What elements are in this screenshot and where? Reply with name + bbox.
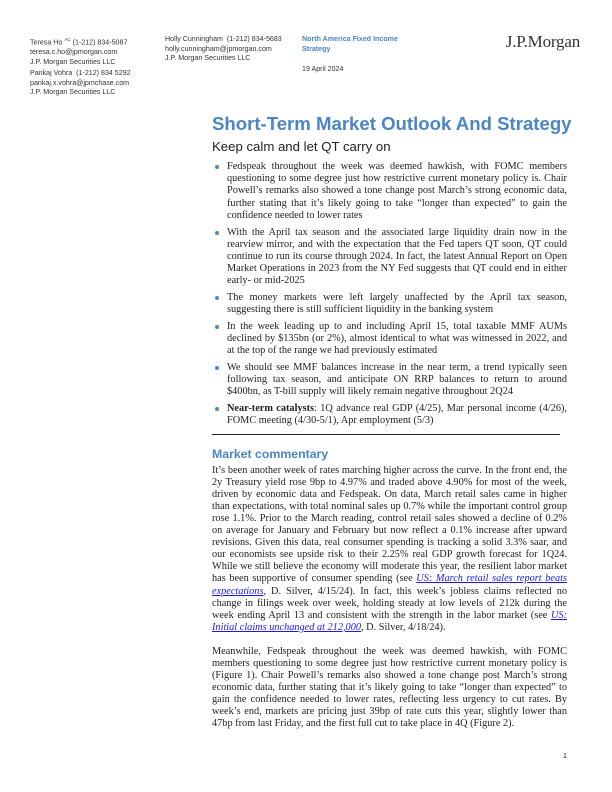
author-name: Holly Cunningham	[165, 35, 223, 43]
bullet-item	[212, 403, 567, 427]
bullet-dot-icon	[215, 366, 219, 370]
main-content	[212, 100, 572, 731]
bullet-text: Fedspeak throughout the week was deemed hawkish, with FOMC members questioning to some degree just how restrictive current monetary policy is. Chair Powell’s remarks also showed a tone change post March’s strong economic data, further stating that it’s likely going to take “longer than expected” to gain the confidence needed to lower rates	[227, 161, 567, 221]
bullet-text: The money markets were left largely unaffected by the April tax season, suggesting there is still sufficient liquidity in the banking system	[227, 292, 567, 316]
author-sup: AC	[64, 37, 71, 42]
author-block-left	[30, 35, 131, 98]
summary-bullets	[212, 161, 567, 428]
bullet-item	[212, 362, 567, 399]
page-title: Short-Term Market Outlook And Strategy	[212, 113, 572, 134]
author-firm: J.P. Morgan Securities LLC	[165, 54, 251, 63]
author-name: Teresa Ho	[30, 38, 63, 47]
bullet-item	[212, 161, 567, 222]
author-email[interactable]: teresa.c.ho@jpmorgan.com	[30, 47, 118, 56]
page-number: 1	[562, 750, 567, 760]
department-name-line2: Strategy	[302, 44, 331, 53]
bullet-item	[212, 321, 567, 358]
section-divider	[212, 434, 560, 435]
bullet-dot-icon	[215, 407, 219, 411]
author-phone: (1-212) 834-5683	[226, 35, 282, 43]
bullet-dot-icon	[215, 325, 219, 329]
bullet-dot-icon	[215, 165, 219, 169]
department-name: North America Fixed Income	[302, 35, 398, 43]
bullet-text: In the week leading up to and including April 15, total taxable MMF AUMs declined by $135bn (or 2%), almost identical to what was witnessed in 2022, and at the top of the range we had previously estimated	[227, 320, 567, 357]
report-date: 19 April 2024	[302, 65, 344, 74]
retail-sales-report-link[interactable]: US: March retail sales report beats expectations	[212, 573, 567, 597]
page-header	[0, 0, 612, 100]
bullet-dot-icon	[215, 296, 219, 300]
paragraph-text: , D. Silver, 4/15/24). In fact, this week’s jobless claims reflected no change in filings week over week, holding steady at low levels of 212k during the week ending April 13 and consistent with the strength in the labor market (see	[212, 585, 567, 621]
author-block-middle	[165, 35, 282, 64]
paragraph-text: It’s been another week of rates marching higher across the curve. In the front end, the 2y Treasury yield rose 9bp to 4.97% and traded above 4.90% for most of the week, driven by economic data and Fedspeak. On data, March retail sales came in higher than expectations, with total nominal sales up 0.7% while the important control group rose 1.1%. Prior to the March reading, control retail sales showed a decline of 0.2% on average for January and February but now reflect a 0.1% increase after upward revisions. Given this data, real consumer spending is tracking a solid 3.3% saar, and our economists see upside risk to their 2.25% real GDP growth forecast for 1Q24. While we still believe the economy will moderate this year, the resilient labor market has been supportive of consumer spending (see	[212, 464, 567, 585]
commentary-paragraph: Meanwhile, Fedspeak throughout the week was deemed hawkish, with FOMC members questioning to some degree just how restrictive current monetary policy is (Figure 1). Chair Powell’s remarks also showed a tone change post March’s strong economic data, further stating that it’s likely going to take “longer than expected” to gain the confidence needed to lower rates, reflecting less urgency to cut rates. By week’s end, markets are pricing just 39bp of rate cuts this year, slightly lower than 47bp from last Friday, and the first full cut to take place in 4Q (Figure 2).	[212, 645, 567, 730]
bullet-text: We should see MMF balances increase in the near term, a trend typically seen following tax season, and anticipate ON RRP balances to return to around $400bn, as T-bill supply will likely remain negative throughout 2Q24	[227, 362, 567, 398]
jpmorgan-logo: J.P.Morgan	[505, 32, 580, 51]
author-name: Pankaj Vohra	[30, 69, 73, 78]
author-phone: (1-212) 834 5292	[76, 69, 131, 78]
bullet-item	[212, 292, 567, 316]
initial-claims-report-link[interactable]: US: Initial claims unchanged at 212,000	[212, 609, 567, 633]
commentary-body	[212, 465, 567, 731]
author-email[interactable]: holly.cunningham@jpmorgan.com	[165, 44, 272, 53]
author-email[interactable]: pankaj.x.vohra@jpmchase.com	[30, 78, 130, 87]
author-firm: J.P. Morgan Securities LLC	[30, 88, 116, 97]
department-block	[302, 35, 398, 75]
page-subtitle: Keep calm and let QT carry on	[212, 139, 391, 154]
author-phone: (1-212) 834-5087	[72, 38, 128, 47]
section-heading: Market commentary	[212, 446, 329, 461]
bullet-bold-label: Near-term catalysts	[227, 403, 315, 415]
bullet-text: : 1Q advance real GDP (4/25), Mar personal income (4/26), FOMC meeting (4/30-5/1), Apr employment (5/3)	[227, 403, 567, 427]
bullet-item	[212, 227, 567, 288]
paragraph-text: , D. Silver, 4/18/24).	[361, 621, 446, 633]
commentary-paragraph	[212, 465, 567, 634]
author-firm: J.P. Morgan Securities LLC	[30, 57, 116, 66]
bullet-text: With the April tax season and the associated large liquidity drain now in the rearview mirror, and with the expectation that the Fed tapers QT soon, QT could continue to run its course through 2024. In fact, the latest Annual Report on Open Market Operations in 2023 from the NY Fed suggests that QT could end in either early- or mid-2025	[227, 226, 567, 287]
bullet-dot-icon	[215, 231, 219, 235]
